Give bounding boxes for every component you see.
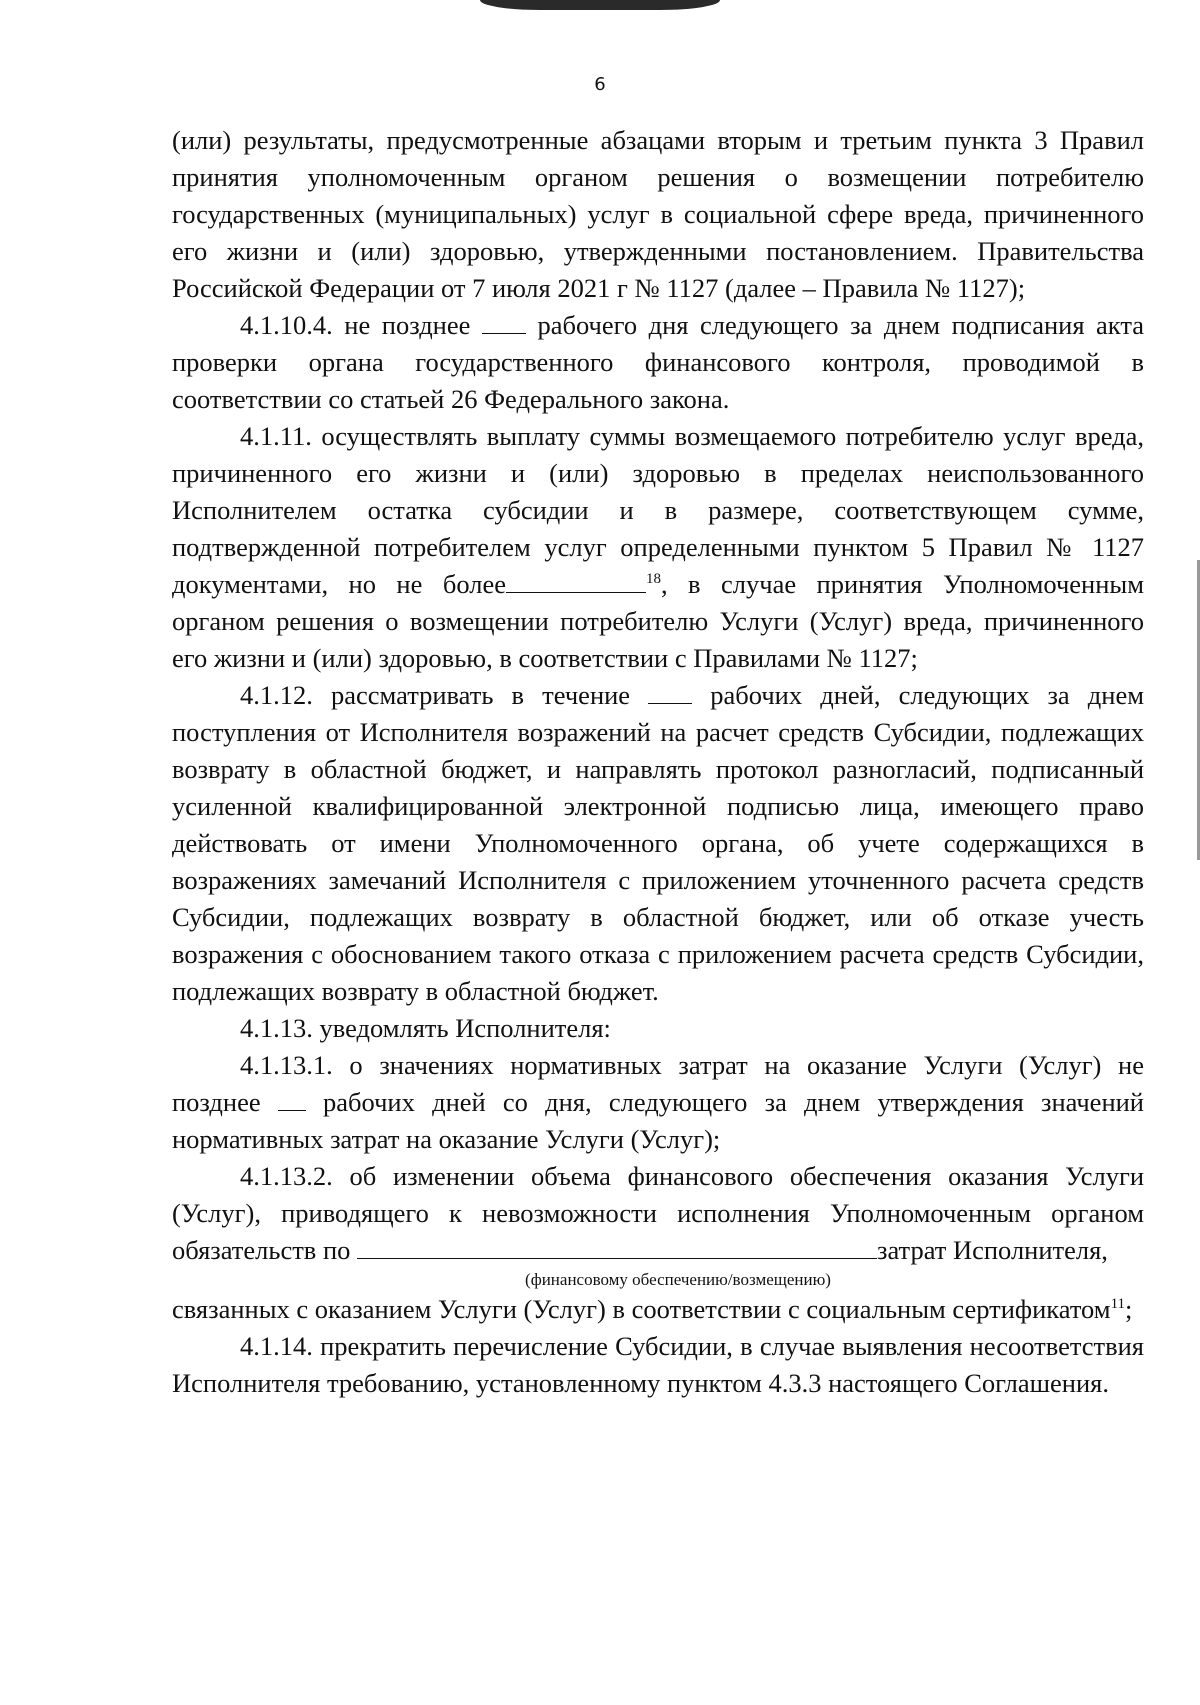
blank-field [648,683,692,704]
document-body [172,122,1144,1402]
paragraph-text: 4.1.13.2. об изменении объема финансового обеспечения оказания Услуги (Услуг), приводящего к невозможности исполнения Уполномоченным органом обязательств по [172,1161,1144,1265]
paragraph-text: 4.1.12. рассматривать в течение [240,680,649,710]
paragraph-4-1-14: 4.1.14. прекратить перечисление Субсидии, в случае выявления несоответствия Исполнителя требованию, установленному пунктом 4.3.3 настоящего Соглашения. [172,1331,1144,1398]
blank-field [357,1238,877,1259]
paragraph-text: рабочих дней, следующих за днем поступления от Исполнителя возражений на расчет средств Субсидии, подлежащих возврату в областной бюджет, и направлять протокол разногласий, подписанный усиленной квалифицированной электронной подписью лица, имеющего право действовать от имени Уполномоченного органа, об учете содержащихся в возражениях замечаний Исполнителя с приложением уточненного расчета средств Субсидии, подлежащих возврату в областной бюджет, или об отказе учесть возражения с обоснованием такого отказа с приложением расчета средств Субсидии, подлежащих возврату в областной бюджет. [172,680,1144,1006]
blank-field [278,1090,306,1111]
paragraph-continuation [172,1291,1144,1328]
scan-artifact-top [480,0,720,10]
paragraph-text: 4.1.10.4. не позднее [240,310,482,340]
footnote-ref: 11 [1110,1296,1126,1313]
paragraph-continuation: (или) результаты, предусмотренные абзацами вторым и третьим пункта 3 Правил принятия уполномоченным органом решения о возмещении потребителю государственных (муниципальных) услуг в социальной сфере вреда, причиненного его жизни и (или) здоровью, утвержденными постановлением. Правительства Российской Федерации от 7 июля 2021 г № 1127 (далее – Правила № 1127); [172,125,1144,303]
paragraph-4-1-13: 4.1.13. уведомлять Исполнителя: [240,1013,611,1043]
paragraph-4-1-11 [172,418,1144,677]
paragraph-4-1-13-1 [172,1047,1144,1158]
blank-field [506,572,646,593]
paragraph-text: ; [1125,1294,1133,1324]
paragraph-text: рабочих дней со дня, следующего за днем утверждения значений нормативных затрат на оказание Услуги (Услуг); [172,1087,1144,1154]
field-caption: (финансовому обеспечению/возмещению) [525,1270,831,1289]
paragraph-text: , в случае принятия Уполномоченным органом решения о возмещении потребителю Услуги (Услуг) вреда, причиненного его жизни и (или) здоровью, в соответствии с Правилами № 1127; [172,569,1144,673]
blank-field [482,313,526,334]
paragraph-text: рабочего дня следующего за днем подписания акта проверки органа государственного финансового контроля, проводимой в соответствии со статьей 26 Федерального закона. [172,310,1144,414]
page-number: 6 [594,74,606,95]
paragraph-text: 4.1.13.1. о значениях нормативных затрат на оказание Услуги (Услуг) не позднее [172,1050,1144,1117]
paragraph-4-1-12 [172,677,1144,1010]
footnote-ref: 18 [645,571,661,588]
paragraph-4-1-10-4 [172,307,1144,418]
paragraph-4-1-13-2 [172,1158,1144,1269]
paragraph-text: связанных с оказанием Услуги (Услуг) в соответствии с социальным сертификатом [172,1294,1111,1324]
paragraph-text: затрат Исполнителя, [877,1235,1108,1265]
paragraph-text: 4.1.11. осуществлять выплату суммы возмещаемого потребителю услуг вреда, причиненного его жизни и (или) здоровью в пределах неиспользованного Исполнителем остатка субсидии и в размере, соответствующем сумме, подтвержденной потребителем услуг определенными пунктом 5 Правил № 1127 документами, но не более [172,421,1144,599]
